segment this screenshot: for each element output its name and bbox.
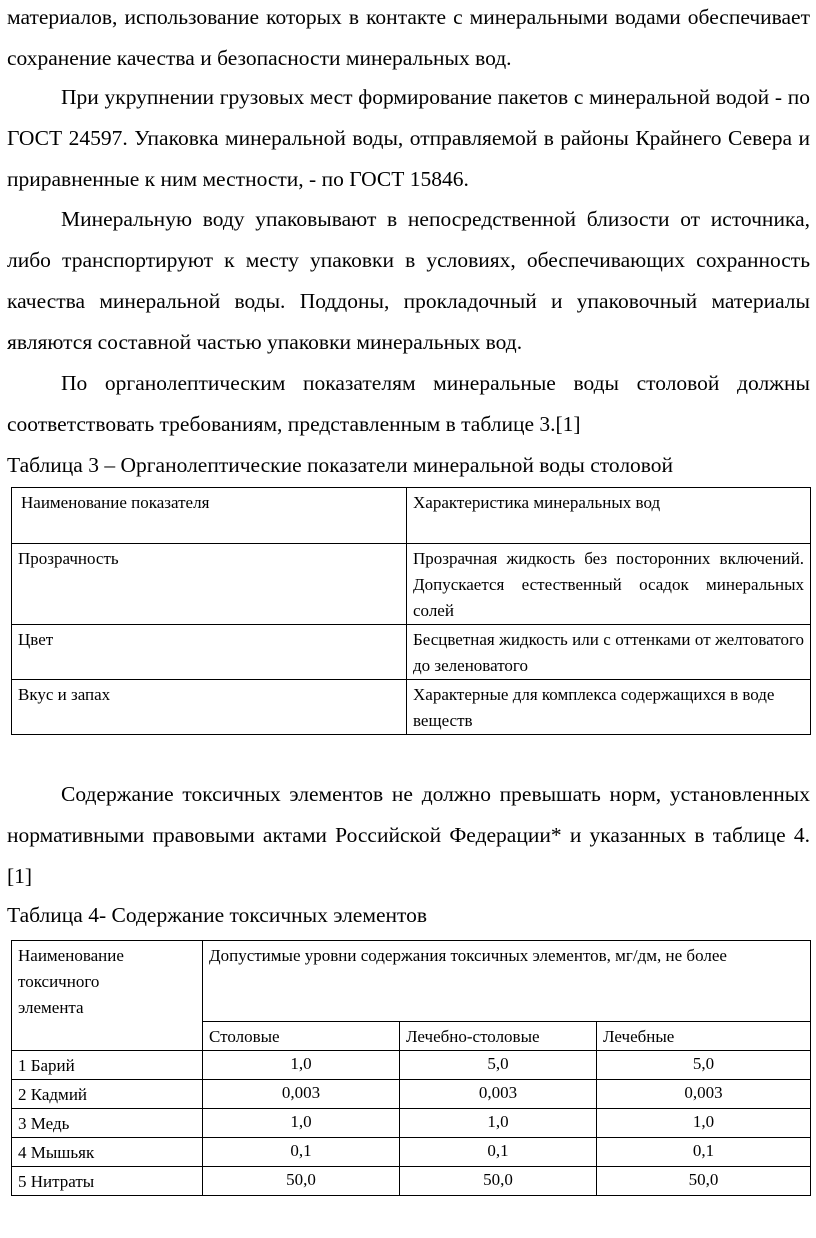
table-cell: Бесцветная жидкость или с оттенками от желтоватого до зеленоватого <box>407 625 811 680</box>
table3-caption: Таблица 3 – Органолептические показатели минеральной воды столовой <box>7 453 674 477</box>
table-cell: 5,0 <box>400 1051 597 1080</box>
table3 <box>11 487 811 735</box>
table-cell: 5,0 <box>597 1051 811 1080</box>
table-header-row <box>12 941 811 1022</box>
paragraph-5: Содержание токсичных элементов не должно превышать норм, установленных нормативными правовыми актами Российской Федерации* и указанных в таблице 4. [1] <box>7 782 810 888</box>
table-header-cell: Столовые <box>203 1022 400 1051</box>
table-cell: 4 Мышьяк <box>12 1138 203 1167</box>
table-cell: 1 Барий <box>12 1051 203 1080</box>
table-header-cell: Характеристика минеральных вод <box>407 488 811 544</box>
table-row <box>12 1167 811 1196</box>
table-cell: 0,003 <box>597 1080 811 1109</box>
table-cell: Цвет <box>12 625 407 680</box>
table-row <box>12 1138 811 1167</box>
paragraph-2: При укрупнении грузовых мест формирование пакетов с минеральной водой - по ГОСТ 24597. Упаковка минеральной воды, отправляемой в районы Крайнего Севера и приравненные к ним местности, - по ГОСТ 15846. <box>7 85 810 191</box>
table-cell: 0,003 <box>203 1080 400 1109</box>
table-header-row <box>12 488 811 544</box>
table-header-cell: Наименование показателя <box>12 488 407 544</box>
table-row <box>12 544 811 625</box>
table-cell: 0,1 <box>203 1138 400 1167</box>
table-cell: 0,1 <box>400 1138 597 1167</box>
table-row <box>12 1109 811 1138</box>
table-row <box>12 1080 811 1109</box>
table-cell: 0,1 <box>597 1138 811 1167</box>
table-row <box>12 625 811 680</box>
table-row <box>12 680 811 735</box>
table-header-cell: Допустимые уровни содержания токсичных элементов, мг/дм, не более <box>203 941 811 1022</box>
table-cell: 50,0 <box>203 1167 400 1196</box>
table-cell: Вкус и запах <box>12 680 407 735</box>
table-cell: 3 Медь <box>12 1109 203 1138</box>
table-header-cell: Наименование токсичного элемента <box>12 941 203 1051</box>
table4 <box>11 940 811 1196</box>
table-cell: 1,0 <box>597 1109 811 1138</box>
table-cell: Прозрачность <box>12 544 407 625</box>
table-cell: Характерные для комплекса содержащихся в воде веществ <box>407 680 811 735</box>
table-cell: 5 Нитраты <box>12 1167 203 1196</box>
table-cell: 0,003 <box>400 1080 597 1109</box>
paragraph-3: Минеральную воду упаковывают в непосредственной близости от источника, либо транспортируют к месту упаковки в условиях, обеспечивающих сохранность качества минеральной воды. Поддоны, прокладочный и упаковочный материалы являются составной частью упаковки минеральных вод. <box>7 207 810 354</box>
table-cell: 1,0 <box>400 1109 597 1138</box>
table-cell: 50,0 <box>400 1167 597 1196</box>
table-cell: 50,0 <box>597 1167 811 1196</box>
table-cell: 1,0 <box>203 1109 400 1138</box>
paragraph-1: материалов, использование которых в контакте с минеральными водами обеспечивает сохранение качества и безопасности минеральных вод. <box>7 5 810 70</box>
table-cell: 2 Кадмий <box>12 1080 203 1109</box>
paragraph-4: По органолептическим показателям минеральные воды столовой должны соответствовать требованиям, представленным в таблице 3.[1] <box>7 371 810 436</box>
table-row <box>12 1051 811 1080</box>
table-cell: 1,0 <box>203 1051 400 1080</box>
table-header-cell: Лечебные <box>597 1022 811 1051</box>
table-header-cell: Лечебно-столовые <box>400 1022 597 1051</box>
table4-caption: Таблица 4- Содержание токсичных элементов <box>7 903 428 927</box>
table-cell: Прозрачная жидкость без посторонних включений. Допускается естественный осадок минеральных солей <box>407 544 811 625</box>
